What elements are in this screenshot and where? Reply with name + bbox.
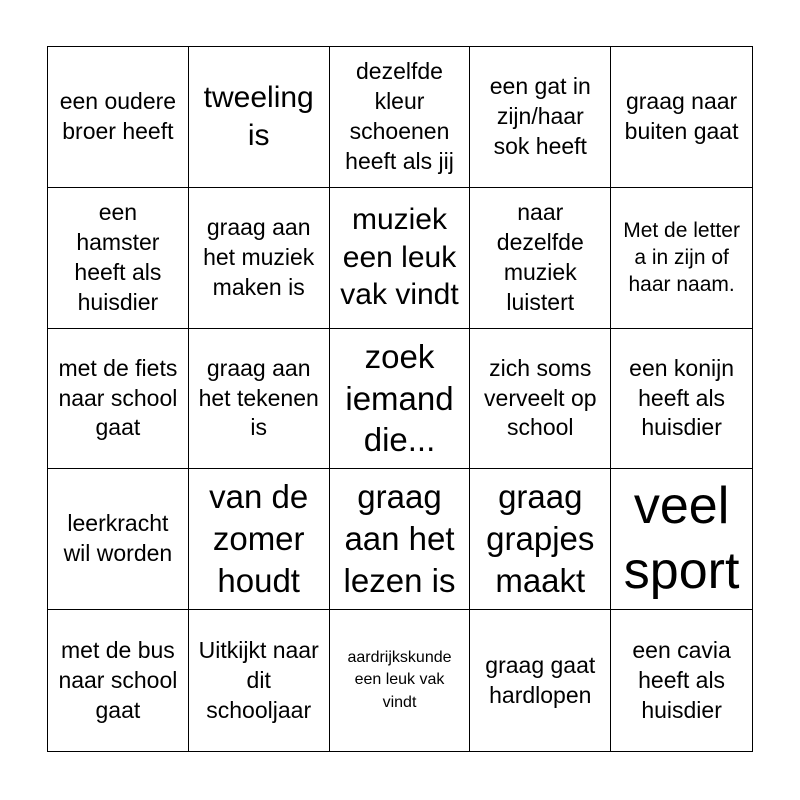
bingo-cell-r2c5[interactable] [611, 188, 752, 329]
cell-text: Uitkijkt naar dit schooljaar [198, 636, 319, 723]
cell-text: een cavia heeft als huisdier [632, 636, 731, 723]
bingo-cell-r1c1[interactable] [48, 47, 189, 188]
cell-text: met de fiets naar school gaat [58, 354, 178, 441]
bingo-cell-r4c4[interactable] [470, 469, 611, 610]
cell-text: muziek een leuk vak vindt [340, 203, 459, 312]
cell-text: veel sport [623, 477, 740, 601]
cell-text: een konijn heeft als huisdier [629, 354, 735, 441]
bingo-cell-r2c2[interactable] [189, 188, 330, 329]
bingo-board [47, 46, 753, 752]
bingo-cell-r1c5[interactable] [611, 47, 752, 188]
cell-text: naar dezelfde muziek luistert [496, 198, 584, 315]
cell-text: Met de letter a in zijn of haar naam. [623, 218, 740, 297]
bingo-cell-r4c5[interactable] [611, 469, 752, 610]
cell-text: een oudere broer heeft [59, 88, 177, 144]
bingo-cell-r3c2[interactable] [189, 329, 330, 470]
bingo-cell-free-space[interactable] [330, 329, 471, 470]
bingo-cell-r3c1[interactable] [48, 329, 189, 470]
cell-text: aardrijkskunde een leuk vak vindt [347, 649, 452, 711]
bingo-cell-r3c5[interactable] [611, 329, 752, 470]
cell-text: graag aan het lezen is [343, 478, 456, 600]
cell-text: een gat in zijn/haar sok heeft [489, 73, 591, 159]
bingo-cell-r5c4[interactable] [470, 610, 611, 751]
bingo-cell-r4c1[interactable] [48, 469, 189, 610]
cell-text: graag aan het tekenen is [198, 354, 319, 441]
cell-text: graag gaat hardlopen [485, 651, 596, 708]
bingo-cell-r3c4[interactable] [470, 329, 611, 470]
bingo-cell-r2c1[interactable] [48, 188, 189, 329]
cell-text: leerkracht wil worden [63, 510, 173, 567]
cell-text: met de bus naar school gaat [58, 636, 178, 723]
bingo-cell-r5c5[interactable] [611, 610, 752, 751]
bingo-cell-r2c4[interactable] [470, 188, 611, 329]
cell-text: dezelfde kleur schoenen heeft als jij [345, 58, 454, 174]
cell-text: een hamster heeft als huisdier [74, 198, 162, 315]
bingo-cell-r5c3[interactable] [330, 610, 471, 751]
cell-text: zoek iemand die... [345, 337, 454, 459]
cell-text: graag aan het muziek maken is [203, 213, 315, 300]
bingo-cell-r1c4[interactable] [470, 47, 611, 188]
cell-text: graag grapjes maakt [486, 478, 595, 600]
cell-text: tweeling is [203, 81, 314, 152]
cell-text: van de zomer houdt [209, 478, 309, 600]
cell-text: zich soms verveelt op school [484, 354, 597, 441]
bingo-cell-r5c2[interactable] [189, 610, 330, 751]
bingo-cell-r1c2[interactable] [189, 47, 330, 188]
bingo-cell-r2c3[interactable] [330, 188, 471, 329]
cell-text: graag naar buiten gaat [624, 88, 739, 144]
bingo-cell-r1c3[interactable] [330, 47, 471, 188]
bingo-cell-r4c3[interactable] [330, 469, 471, 610]
bingo-cell-r4c2[interactable] [189, 469, 330, 610]
bingo-cell-r5c1[interactable] [48, 610, 189, 751]
